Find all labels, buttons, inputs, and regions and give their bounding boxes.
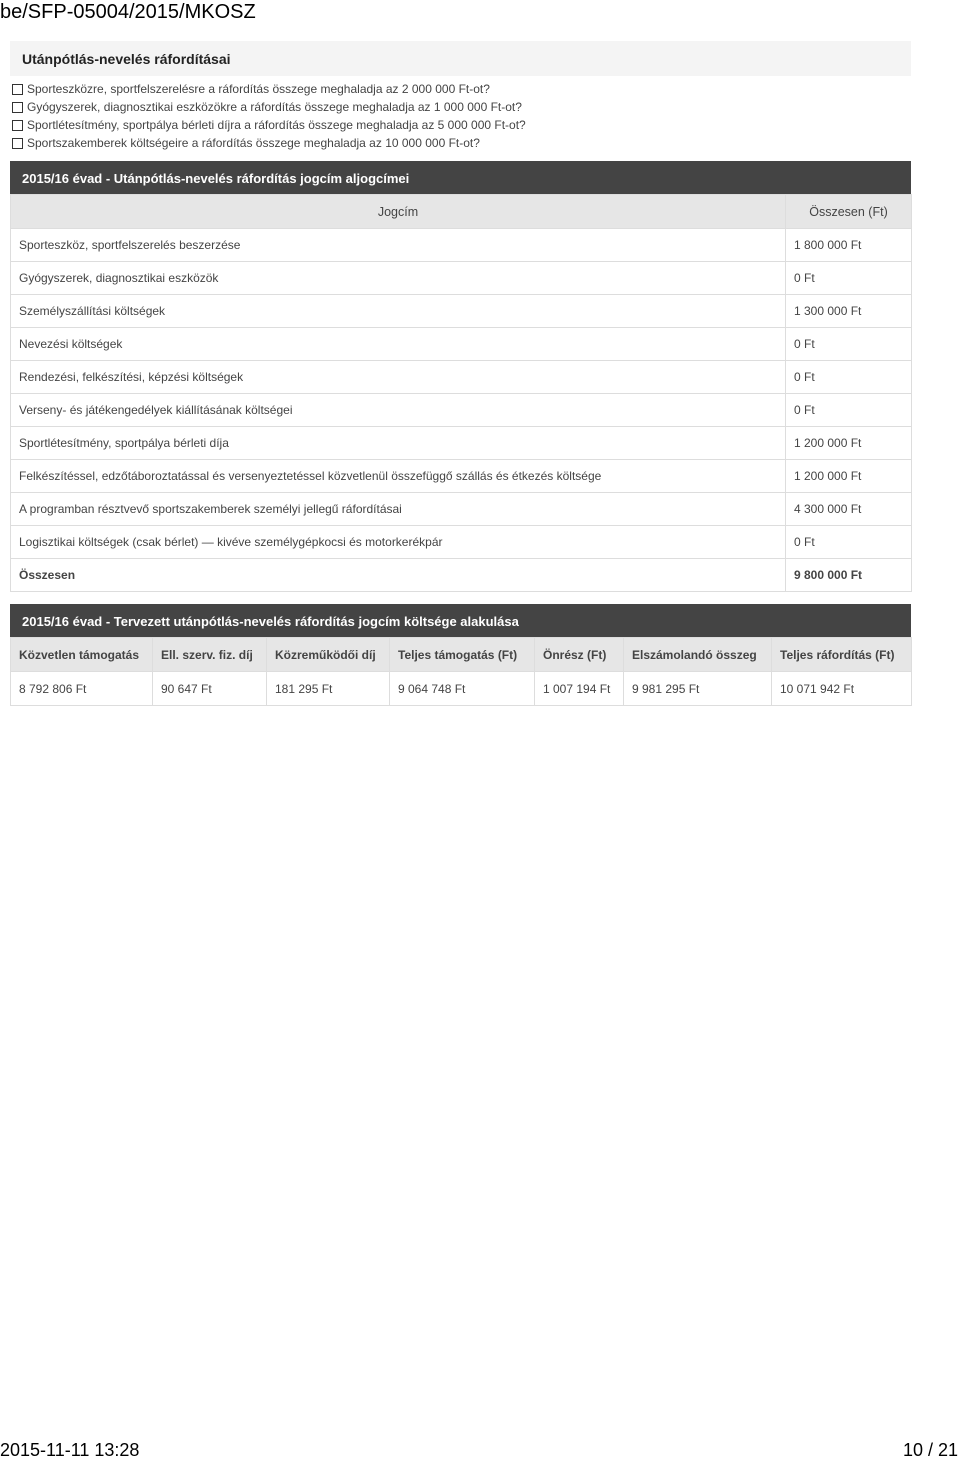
table-row	[11, 427, 912, 460]
cell-value: 10 071 942 Ft	[772, 672, 912, 706]
table-row	[11, 361, 912, 394]
row-label: Nevezési költségek	[11, 328, 786, 361]
checkbox[interactable]	[12, 84, 23, 95]
column-header: Teljes támogatás (Ft)	[390, 638, 535, 672]
cell-value: 8 792 806 Ft	[11, 672, 153, 706]
table-row	[11, 672, 912, 706]
row-label: Rendezési, felkészítési, képzési költségek	[11, 361, 786, 394]
total-amount: 9 800 000 Ft	[786, 559, 912, 592]
table-row	[11, 493, 912, 526]
total-row	[11, 559, 912, 592]
footer-timestamp: 2015-11-11 13:28	[0, 1440, 140, 1460]
row-label: Sportlétesítmény, sportpálya bérleti díja	[11, 427, 786, 460]
row-amount: 1 300 000 Ft	[786, 295, 912, 328]
row-label: Felkészítéssel, edzőtáboroztatással és versenyeztetéssel közvetlenül összefüggő szállás és étkezés költsége	[11, 460, 786, 493]
checklist-label: Sportlétesítmény, sportpálya bérleti díjra a ráfordítás összege meghaladja az 5 000 000 Ft-ot?	[27, 118, 526, 132]
checklist-item[interactable]	[12, 98, 912, 116]
checkbox[interactable]	[12, 138, 23, 149]
table-row	[11, 262, 912, 295]
column-header-osszesen: Összesen (Ft)	[786, 195, 912, 229]
column-header-jogcim: Jogcím	[11, 195, 786, 229]
checklist-item[interactable]	[12, 80, 912, 98]
column-header: Teljes ráfordítás (Ft)	[772, 638, 912, 672]
table-row	[11, 328, 912, 361]
column-header: Közreműködői díj	[267, 638, 390, 672]
checklist	[12, 80, 912, 152]
column-header: Önrész (Ft)	[535, 638, 624, 672]
checklist-label: Sporteszközre, sportfelszerelésre a ráfordítás összege meghaladja az 2 000 000 Ft-ot?	[27, 82, 490, 96]
checkbox[interactable]	[12, 120, 23, 131]
table-row	[11, 526, 912, 559]
checkbox[interactable]	[12, 102, 23, 113]
table-row	[11, 394, 912, 427]
row-label: Verseny- és játékengedélyek kiállításának költségei	[11, 394, 786, 427]
table1-title: 2015/16 évad - Utánpótlás-nevelés ráfordítás jogcím aljogcímei	[10, 161, 911, 194]
checklist-label: Sportszakemberek költségeire a ráfordítás összege meghaladja az 10 000 000 Ft-ot?	[27, 136, 480, 150]
checklist-item[interactable]	[12, 116, 912, 134]
row-label: Gyógyszerek, diagnosztikai eszközök	[11, 262, 786, 295]
total-label: Összesen	[11, 559, 786, 592]
document-id: be/SFP-05004/2015/MKOSZ	[0, 1, 256, 23]
table-row	[11, 229, 912, 262]
table-row	[11, 460, 912, 493]
row-amount: 0 Ft	[786, 526, 912, 559]
row-amount: 4 300 000 Ft	[786, 493, 912, 526]
row-amount: 0 Ft	[786, 262, 912, 295]
cell-value: 1 007 194 Ft	[535, 672, 624, 706]
row-amount: 1 800 000 Ft	[786, 229, 912, 262]
cell-value: 90 647 Ft	[153, 672, 267, 706]
row-amount: 1 200 000 Ft	[786, 460, 912, 493]
table2-title: 2015/16 évad - Tervezett utánpótlás-nevelés ráfordítás jogcím költsége alakulása	[10, 604, 911, 637]
cell-value: 9 064 748 Ft	[390, 672, 535, 706]
cell-value: 9 981 295 Ft	[624, 672, 772, 706]
row-label: Logisztikai költségek (csak bérlet) ― kivéve személygépkocsi és motorkerékpár	[11, 526, 786, 559]
subcategory-table	[10, 194, 912, 592]
footer-page-number: 10 / 21	[902, 1440, 958, 1460]
row-label: Személyszállítási költségek	[11, 295, 786, 328]
row-label: Sporteszköz, sportfelszerelés beszerzése	[11, 229, 786, 262]
row-label: A programban résztvevő sportszakemberek személyi jellegű ráfordításai	[11, 493, 786, 526]
row-amount: 0 Ft	[786, 328, 912, 361]
column-header: Közvetlen támogatás	[11, 638, 153, 672]
checklist-label: Gyógyszerek, diagnosztikai eszközökre a ráfordítás összege meghaladja az 1 000 000 Ft-ot?	[27, 100, 522, 114]
cell-value: 181 295 Ft	[267, 672, 390, 706]
column-header: Ell. szerv. fiz. díj	[153, 638, 267, 672]
section-title: Utánpótlás-nevelés ráfordításai	[10, 41, 911, 76]
table-row	[11, 295, 912, 328]
row-amount: 0 Ft	[786, 361, 912, 394]
column-header: Elszámolandó összeg	[624, 638, 772, 672]
cost-breakdown-table	[10, 637, 912, 706]
checklist-item[interactable]	[12, 134, 912, 152]
row-amount: 0 Ft	[786, 394, 912, 427]
row-amount: 1 200 000 Ft	[786, 427, 912, 460]
